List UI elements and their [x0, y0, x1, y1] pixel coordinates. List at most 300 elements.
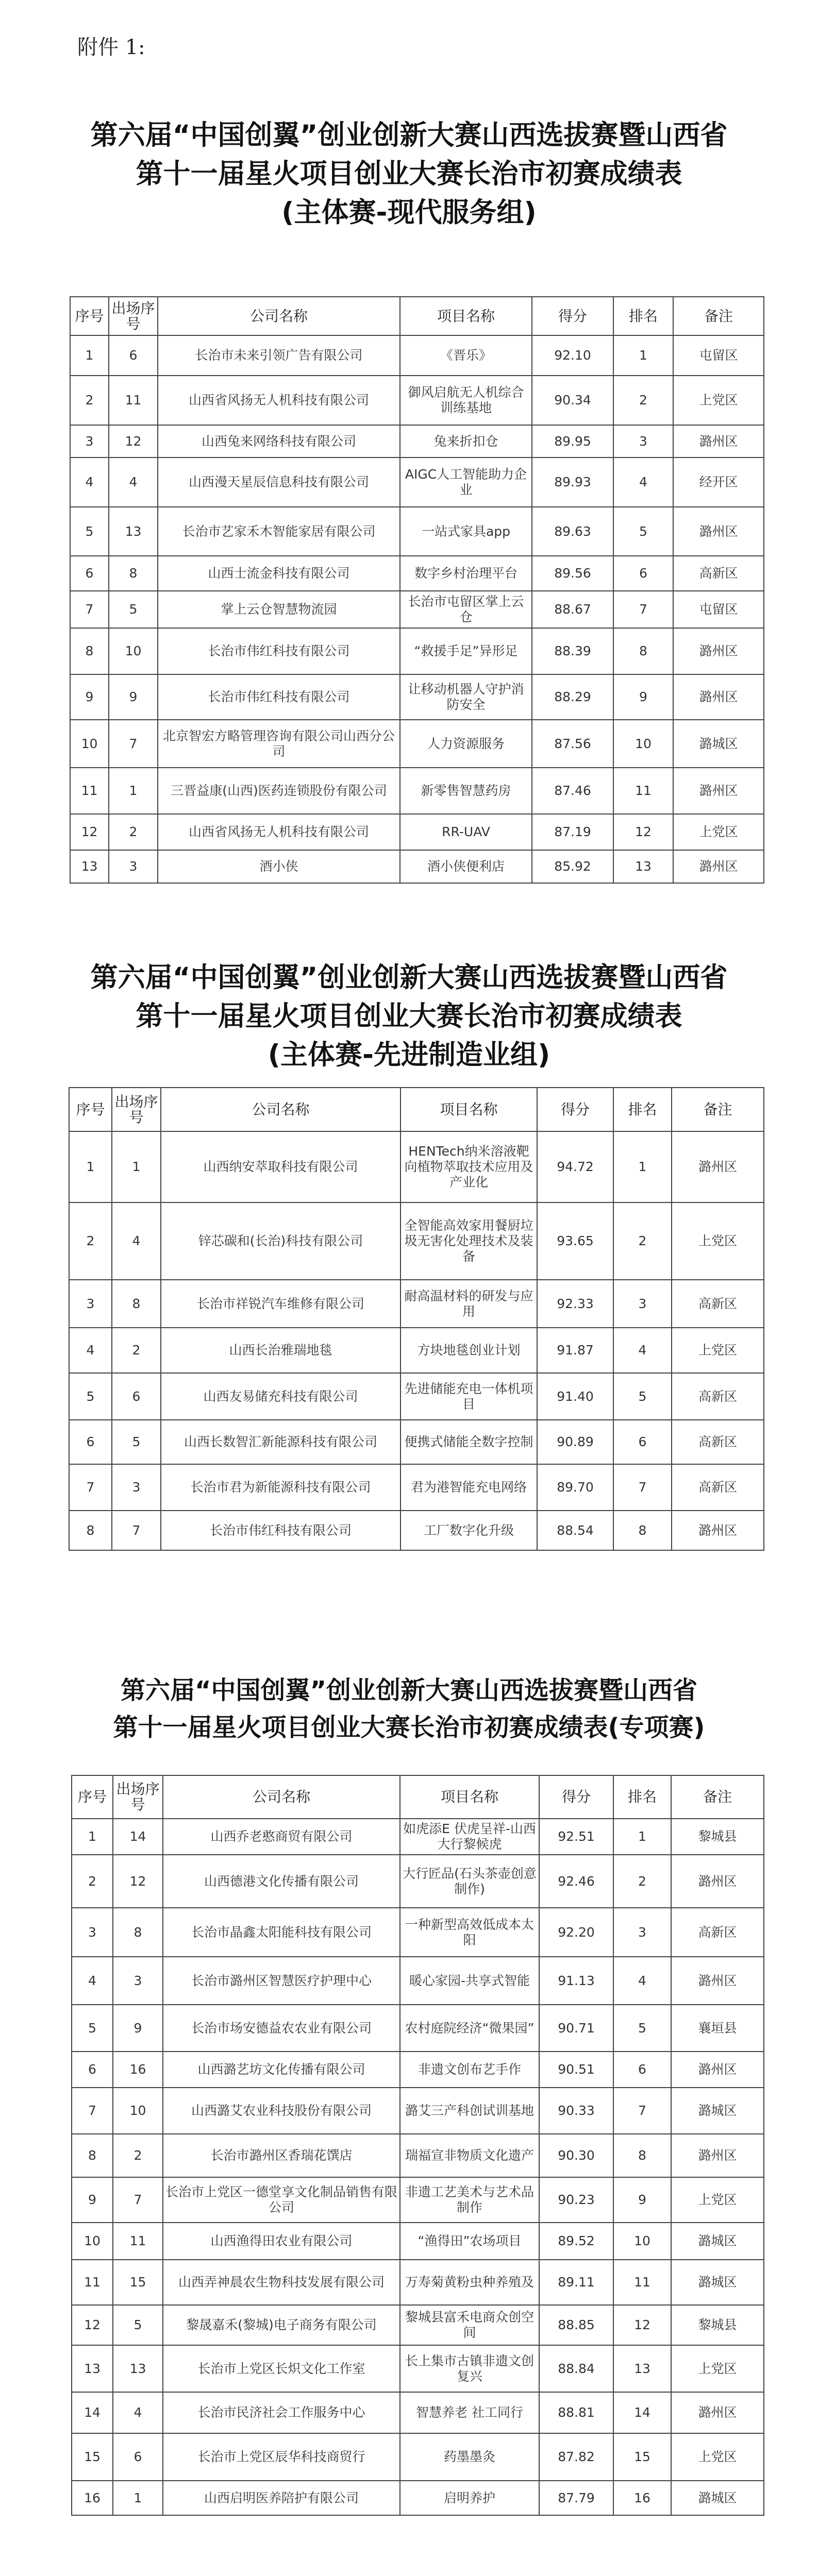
header-company: 公司名称	[158, 297, 400, 335]
cell-district: 高新区	[673, 556, 764, 591]
cell-index: 4	[69, 1328, 112, 1373]
cell-rank: 4	[613, 1328, 672, 1373]
header-index: 序号	[69, 1088, 112, 1131]
header-note: 备注	[672, 1088, 764, 1131]
cell-order: 8	[112, 1280, 161, 1328]
cell-index: 8	[69, 1511, 112, 1550]
cell-rank: 11	[613, 768, 673, 814]
cell-order: 3	[109, 850, 158, 883]
header-index: 序号	[70, 297, 109, 335]
cell-district: 上党区	[672, 1328, 764, 1373]
cell-rank: 3	[613, 1280, 672, 1328]
table-row	[70, 768, 764, 814]
table-row	[69, 1131, 764, 1202]
cell-index: 3	[69, 1280, 112, 1328]
cell-project: 非遗文创布艺手作	[400, 2052, 539, 2088]
cell-rank: 14	[613, 2392, 671, 2433]
cell-index: 7	[70, 591, 109, 628]
cell-score: 88.54	[537, 1511, 613, 1550]
cell-district: 上党区	[672, 1202, 764, 1280]
cell-index: 4	[72, 1957, 113, 2005]
cell-order: 13	[113, 2345, 163, 2392]
cell-index: 5	[69, 1373, 112, 1420]
table-row	[72, 2260, 764, 2305]
cell-district: 潞州区	[672, 1511, 764, 1550]
cell-score: 93.65	[537, 1202, 613, 1280]
header-project: 项目名称	[400, 1088, 537, 1131]
cell-company: 山西省风扬无人机科技有限公司	[158, 814, 400, 850]
score-table-modern-service	[70, 296, 764, 884]
cell-score: 90.30	[539, 2134, 613, 2177]
cell-order: 6	[112, 1373, 161, 1420]
cell-order: 7	[113, 2177, 163, 2223]
cell-district: 潞州区	[671, 2392, 764, 2433]
table-row	[72, 2345, 764, 2392]
cell-index: 12	[72, 2305, 113, 2345]
cell-order: 5	[109, 591, 158, 628]
cell-company: 酒小侠	[158, 850, 400, 883]
cell-company: 长治市伟红科技有限公司	[158, 674, 400, 720]
cell-company: 掌上云仓智慧物流园	[158, 591, 400, 628]
cell-order: 6	[109, 335, 158, 376]
cell-rank: 13	[613, 2345, 671, 2392]
score-table-advanced-manufacturing	[69, 1087, 764, 1551]
cell-order: 3	[113, 1957, 163, 2005]
cell-project: 万寿菊黄粉虫种养殖及	[400, 2260, 539, 2305]
section3-title	[0, 1672, 818, 1746]
cell-district: 潞州区	[673, 425, 764, 457]
cell-project: 让移动机器人守护消防安全	[400, 674, 532, 720]
cell-project: 一站式家具app	[400, 507, 532, 556]
cell-district: 黎城县	[671, 2305, 764, 2345]
cell-rank: 5	[613, 1373, 672, 1420]
cell-index: 16	[72, 2481, 113, 2515]
cell-project: 数字乡村治理平台	[400, 556, 532, 591]
title-line: 第六届“中国创翼”创业创新大赛山西选拔赛暨山西省	[90, 962, 728, 993]
cell-score: 89.63	[532, 507, 613, 556]
cell-project: 长上集市古镇非遗文创复兴	[400, 2345, 539, 2392]
cell-project: 《晋乐》	[400, 335, 532, 376]
cell-district: 潞城区	[671, 2088, 764, 2134]
cell-index: 6	[69, 1420, 112, 1464]
cell-index: 8	[72, 2134, 113, 2177]
header-project: 项目名称	[400, 297, 532, 335]
cell-project: “救援手足”异形足	[400, 628, 532, 674]
cell-company: 长治市场安德益农农业有限公司	[163, 2005, 400, 2052]
score-table-special	[71, 1775, 764, 2516]
cell-rank: 1	[613, 1131, 672, 1202]
cell-district: 高新区	[672, 1420, 764, 1464]
cell-company: 山西长治雅瑞地毯	[161, 1328, 400, 1373]
cell-company: 长治市未来引领广告有限公司	[158, 335, 400, 376]
cell-district: 屯留区	[673, 335, 764, 376]
cell-district: 高新区	[672, 1280, 764, 1328]
cell-score: 88.85	[539, 2305, 613, 2345]
header-project: 项目名称	[400, 1775, 539, 1819]
cell-project: 君为港智能充电网络	[400, 1464, 537, 1511]
cell-score: 92.10	[532, 335, 613, 376]
header-rank: 排名	[613, 1775, 671, 1819]
cell-project: 御风启航无人机综合训练基地	[400, 376, 532, 425]
cell-project: 智慧养老 社工同行	[400, 2392, 539, 2433]
cell-order: 5	[112, 1420, 161, 1464]
cell-district: 上党区	[671, 2433, 764, 2481]
cell-company: 山西德港文化传播有限公司	[163, 1855, 400, 1908]
cell-score: 87.46	[532, 768, 613, 814]
header-index: 序号	[72, 1775, 113, 1819]
cell-score: 92.33	[537, 1280, 613, 1328]
cell-rank: 4	[613, 1957, 671, 2005]
cell-project: 瑞福宣非物质文化遗产	[400, 2134, 539, 2177]
cell-order: 1	[109, 768, 158, 814]
section1-title	[0, 116, 818, 232]
table-row	[70, 507, 764, 556]
title-line: 第十一届星火项目创业大赛长治市初赛成绩表(专项赛)	[113, 1713, 705, 1742]
cell-company: 山西友易储充科技有限公司	[161, 1373, 400, 1420]
cell-project: 新零售智慧药房	[400, 768, 532, 814]
cell-order: 12	[113, 1855, 163, 1908]
cell-project: 全智能高效家用餐厨垃圾无害化处理技术及装备	[400, 1202, 537, 1280]
cell-project: 如虎添E 伏虎呈祥-山西大行黎候虎	[400, 1819, 539, 1855]
cell-rank: 13	[613, 850, 673, 883]
cell-company: 长治市潞州区香瑞花馔店	[163, 2134, 400, 2177]
table-row	[70, 850, 764, 883]
cell-order: 8	[109, 556, 158, 591]
table-row	[72, 2433, 764, 2481]
cell-project: 人力资源服务	[400, 720, 532, 768]
cell-score: 88.81	[539, 2392, 613, 2433]
cell-index: 2	[70, 376, 109, 425]
cell-project: 农村庭院经济“微果园”	[400, 2005, 539, 2052]
cell-project: 酒小侠便利店	[400, 850, 532, 883]
cell-index: 13	[70, 850, 109, 883]
table-row	[69, 1280, 764, 1328]
cell-order: 4	[112, 1202, 161, 1280]
table-row	[72, 2134, 764, 2177]
cell-score: 91.40	[537, 1373, 613, 1420]
header-rank: 排名	[613, 297, 673, 335]
table-row	[69, 1464, 764, 1511]
cell-score: 85.92	[532, 850, 613, 883]
cell-score: 89.52	[539, 2223, 613, 2260]
cell-district: 襄垣县	[671, 2005, 764, 2052]
cell-index: 5	[70, 507, 109, 556]
cell-company: 长治市上党区一德堂享文化制品销售有限公司	[163, 2177, 400, 2223]
cell-rank: 2	[613, 1202, 672, 1280]
cell-index: 5	[72, 2005, 113, 2052]
cell-index: 9	[70, 674, 109, 720]
cell-company: 锌芯碳和(长治)科技有限公司	[161, 1202, 400, 1280]
cell-score: 89.56	[532, 556, 613, 591]
cell-order: 2	[109, 814, 158, 850]
cell-company: 山西潞艺坊文化传播有限公司	[163, 2052, 400, 2088]
cell-order: 11	[109, 376, 158, 425]
cell-district: 高新区	[672, 1464, 764, 1511]
cell-index: 1	[72, 1819, 113, 1855]
cell-order: 1	[113, 2481, 163, 2515]
cell-company: 三晋益康(山西)医药连锁股份有限公司	[158, 768, 400, 814]
cell-company: 山西潞艾农业科技股份有限公司	[163, 2088, 400, 2134]
cell-rank: 6	[613, 1420, 672, 1464]
cell-score: 91.13	[539, 1957, 613, 2005]
table-row	[72, 2005, 764, 2052]
cell-district: 高新区	[672, 1373, 764, 1420]
cell-order: 6	[113, 2433, 163, 2481]
cell-score: 89.95	[532, 425, 613, 457]
title-subline: (主体赛-现代服务组)	[281, 197, 537, 228]
cell-project: 工厂数字化升级	[400, 1511, 537, 1550]
cell-index: 15	[72, 2433, 113, 2481]
cell-rank: 16	[613, 2481, 671, 2515]
cell-index: 12	[70, 814, 109, 850]
cell-order: 3	[112, 1464, 161, 1511]
table-row	[72, 2052, 764, 2088]
table-row	[69, 1202, 764, 1280]
cell-rank: 4	[613, 457, 673, 507]
cell-score: 90.71	[539, 2005, 613, 2052]
table-row	[70, 457, 764, 507]
cell-score: 87.79	[539, 2481, 613, 2515]
cell-score: 88.29	[532, 674, 613, 720]
cell-rank: 1	[613, 1819, 671, 1855]
header-order: 出场序号	[112, 1088, 161, 1131]
cell-score: 90.33	[539, 2088, 613, 2134]
cell-rank: 9	[613, 2177, 671, 2223]
cell-order: 4	[109, 457, 158, 507]
table-row	[72, 1819, 764, 1855]
cell-company: 山西省风扬无人机科技有限公司	[158, 376, 400, 425]
cell-index: 8	[70, 628, 109, 674]
cell-rank: 7	[613, 591, 673, 628]
cell-company: 山西士流金科技有限公司	[158, 556, 400, 591]
cell-order: 1	[112, 1131, 161, 1202]
header-score: 得分	[537, 1088, 613, 1131]
table-row	[70, 814, 764, 850]
header-note: 备注	[671, 1775, 764, 1819]
cell-score: 90.89	[537, 1420, 613, 1464]
header-score: 得分	[539, 1775, 613, 1819]
table-row	[72, 2088, 764, 2134]
cell-order: 2	[113, 2134, 163, 2177]
table-row	[69, 1373, 764, 1420]
cell-project: AIGC人工智能助力企业	[400, 457, 532, 507]
cell-index: 3	[72, 1908, 113, 1957]
cell-company: 山西乔老憨商贸有限公司	[163, 1819, 400, 1855]
cell-order: 9	[113, 2005, 163, 2052]
cell-company: 长治市君为新能源科技有限公司	[161, 1464, 400, 1511]
cell-project: 黎城县富禾电商众创空间	[400, 2305, 539, 2345]
cell-score: 92.20	[539, 1908, 613, 1957]
cell-score: 89.11	[539, 2260, 613, 2305]
cell-score: 88.39	[532, 628, 613, 674]
cell-project: 耐高温材料的研发与应用	[400, 1280, 537, 1328]
table-row	[70, 335, 764, 376]
cell-project: 非遗工艺美术与艺术品制作	[400, 2177, 539, 2223]
cell-score: 92.46	[539, 1855, 613, 1908]
cell-index: 1	[69, 1131, 112, 1202]
cell-rank: 7	[613, 1464, 672, 1511]
table-row	[70, 425, 764, 457]
cell-order: 10	[113, 2088, 163, 2134]
cell-index: 14	[72, 2392, 113, 2433]
cell-district: 潞州区	[671, 1855, 764, 1908]
cell-company: 长治市祥锐汽车维修有限公司	[161, 1280, 400, 1328]
table-row	[70, 376, 764, 425]
table-row	[69, 1328, 764, 1373]
table-row	[70, 674, 764, 720]
cell-order: 11	[113, 2223, 163, 2260]
cell-district: 屯留区	[673, 591, 764, 628]
header-company: 公司名称	[161, 1088, 400, 1131]
cell-rank: 6	[613, 556, 673, 591]
cell-district: 潞州区	[673, 507, 764, 556]
cell-district: 潞城区	[671, 2481, 764, 2515]
cell-company: 长治市上党区长炽文化工作室	[163, 2345, 400, 2392]
cell-project: 先进储能充电一体机项目	[400, 1373, 537, 1420]
cell-order: 14	[113, 1819, 163, 1855]
cell-company: 山西长数智汇新能源科技有限公司	[161, 1420, 400, 1464]
attachment-label: 附件 1:	[77, 36, 145, 59]
cell-score: 90.34	[532, 376, 613, 425]
table-row	[72, 1908, 764, 1957]
cell-rank: 5	[613, 507, 673, 556]
table-row	[72, 2481, 764, 2515]
cell-order: 7	[112, 1511, 161, 1550]
cell-district: 潞州区	[671, 1957, 764, 2005]
cell-project: 药墨墨灸	[400, 2433, 539, 2481]
cell-district: 潞州区	[673, 674, 764, 720]
cell-order: 12	[109, 425, 158, 457]
cell-project: 长治市屯留区掌上云仓	[400, 591, 532, 628]
cell-order: 9	[109, 674, 158, 720]
cell-index: 6	[72, 2052, 113, 2088]
cell-project: 便携式储能全数字控制	[400, 1420, 537, 1464]
cell-company: 山西渔得田农业有限公司	[163, 2223, 400, 2260]
cell-index: 10	[70, 720, 109, 768]
cell-project: 潞艾三产科创试训基地	[400, 2088, 539, 2134]
cell-order: 5	[113, 2305, 163, 2345]
cell-project: 一种新型高效低成本太阳	[400, 1908, 539, 1957]
cell-district: 潞州区	[673, 768, 764, 814]
cell-score: 92.51	[539, 1819, 613, 1855]
cell-district: 潞城区	[671, 2223, 764, 2260]
cell-rank: 2	[613, 376, 673, 425]
cell-project: “渔得田”农场项目	[400, 2223, 539, 2260]
cell-district: 高新区	[671, 1908, 764, 1957]
table-row	[72, 2223, 764, 2260]
cell-company: 长治市民济社会工作服务中心	[163, 2392, 400, 2433]
title-subline: (主体赛-先进制造业组)	[268, 1039, 550, 1071]
header-order: 出场序号	[109, 297, 158, 335]
table-row	[69, 1511, 764, 1550]
cell-index: 4	[70, 457, 109, 507]
cell-order: 2	[112, 1328, 161, 1373]
cell-index: 7	[69, 1464, 112, 1511]
cell-district: 潞城区	[673, 720, 764, 768]
cell-project: 兔来折扣仓	[400, 425, 532, 457]
cell-score: 87.56	[532, 720, 613, 768]
cell-project: 启明养护	[400, 2481, 539, 2515]
cell-company: 北京智宏方略管理咨询有限公司山西分公司	[158, 720, 400, 768]
cell-order: 13	[109, 507, 158, 556]
table-row	[72, 2177, 764, 2223]
cell-project: 暖心家园-共享式智能	[400, 1957, 539, 2005]
cell-score: 90.51	[539, 2052, 613, 2088]
cell-rank: 12	[613, 814, 673, 850]
cell-score: 89.93	[532, 457, 613, 507]
cell-project: HENTech纳米溶液靶向植物萃取技术应用及产业化	[400, 1131, 537, 1202]
cell-order: 10	[109, 628, 158, 674]
table-row	[70, 591, 764, 628]
cell-company: 长治市艺家禾木智能家居有限公司	[158, 507, 400, 556]
table-row	[72, 1957, 764, 2005]
cell-order: 16	[113, 2052, 163, 2088]
table-row	[72, 1855, 764, 1908]
title-line: 第六届“中国创翼”创业创新大赛山西选拔赛暨山西省	[120, 1676, 698, 1705]
cell-company: 长治市伟红科技有限公司	[158, 628, 400, 674]
cell-index: 9	[72, 2177, 113, 2223]
cell-rank: 8	[613, 2134, 671, 2177]
cell-district: 潞州区	[672, 1131, 764, 1202]
cell-district: 经开区	[673, 457, 764, 507]
cell-company: 长治市晶鑫太阳能科技有限公司	[163, 1908, 400, 1957]
cell-district: 上党区	[671, 2177, 764, 2223]
cell-index: 2	[69, 1202, 112, 1280]
header-order: 出场序号	[113, 1775, 163, 1819]
cell-company: 长治市上党区辰华科技商贸行	[163, 2433, 400, 2481]
cell-index: 13	[72, 2345, 113, 2392]
cell-rank: 3	[613, 425, 673, 457]
cell-score: 88.67	[532, 591, 613, 628]
cell-score: 87.82	[539, 2433, 613, 2481]
cell-company: 长治市伟红科技有限公司	[161, 1511, 400, 1550]
cell-score: 87.19	[532, 814, 613, 850]
cell-district: 上党区	[673, 376, 764, 425]
cell-rank: 11	[613, 2260, 671, 2305]
cell-project: 方块地毯创业计划	[400, 1328, 537, 1373]
section2-title	[0, 958, 818, 1074]
cell-index: 1	[70, 335, 109, 376]
header-note: 备注	[673, 297, 764, 335]
cell-company: 山西兔来网络科技有限公司	[158, 425, 400, 457]
cell-district: 潞州区	[673, 628, 764, 674]
cell-order: 4	[113, 2392, 163, 2433]
cell-company: 山西弄神晨农生物科技发展有限公司	[163, 2260, 400, 2305]
cell-rank: 7	[613, 2088, 671, 2134]
cell-rank: 3	[613, 1908, 671, 1957]
cell-district: 潞州区	[671, 2134, 764, 2177]
cell-score: 90.23	[539, 2177, 613, 2223]
cell-score: 88.84	[539, 2345, 613, 2392]
table-row	[70, 628, 764, 674]
cell-index: 2	[72, 1855, 113, 1908]
cell-rank: 10	[613, 720, 673, 768]
title-line: 第十一届星火项目创业大赛长治市初赛成绩表	[136, 1001, 682, 1032]
cell-district: 上党区	[671, 2345, 764, 2392]
cell-district: 潞城区	[671, 2260, 764, 2305]
cell-score: 89.70	[537, 1464, 613, 1511]
cell-score: 94.72	[537, 1131, 613, 1202]
cell-project: 大行匠品(石头茶壶创意制作)	[400, 1855, 539, 1908]
table-row	[70, 556, 764, 591]
cell-rank: 9	[613, 674, 673, 720]
cell-district: 黎城县	[671, 1819, 764, 1855]
cell-company: 山西启明医养陪护有限公司	[163, 2481, 400, 2515]
cell-company: 山西纳安萃取科技有限公司	[161, 1131, 400, 1202]
table-row	[69, 1420, 764, 1464]
cell-index: 6	[70, 556, 109, 591]
cell-rank: 10	[613, 2223, 671, 2260]
